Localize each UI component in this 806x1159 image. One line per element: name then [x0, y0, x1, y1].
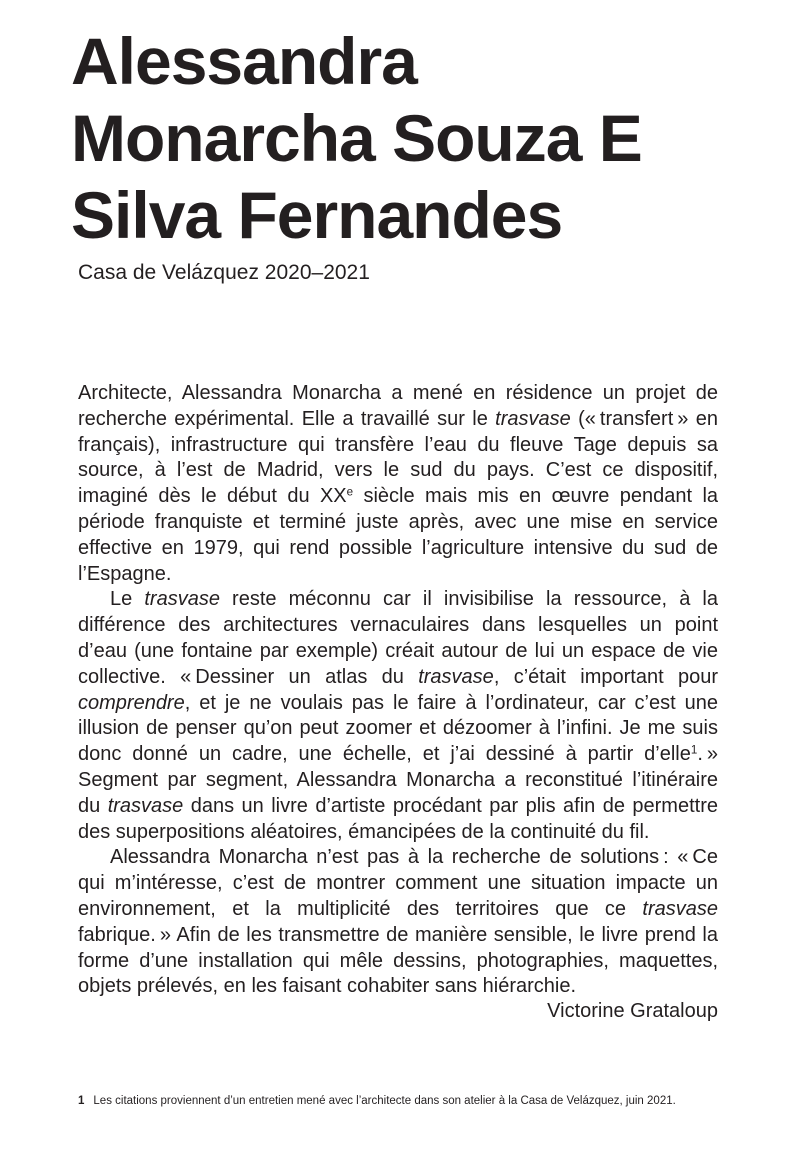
author-byline: Victorine Grataloup [547, 1000, 718, 1022]
footnote-text: Les citations proviennent d’un entretien mené avec l’architecte dans son atelier à la Casa de Velázquez, juin 2021. [93, 1095, 676, 1107]
page-subtitle: Casa de Velázquez 2020–2021 [78, 261, 370, 284]
page-title: Alessandra Monarcha Souza E Silva Fernandes [71, 24, 642, 252]
footnote-marker: 1 [78, 1095, 85, 1107]
paragraph: Architecte, Alessandra Monarcha a mené en résidence un projet de recherche expérimental. Elle a travaillé sur le trasvase (« transfert » en français), infrastructure qui transfère l’eau du fleuve Tage depuis sa source, à l’est de Madrid, vers le sud du pays. C’est ce dispositif, imaginé dès le début du XXe siècle mais mis en œuvre pendant la période franquiste et terminé juste après, avec une mise en service effective en 1979, qui rend possible l’agriculture intensive du sud de l’Espagne. [78, 382, 719, 585]
paragraph: Alessandra Monarcha n’est pas à la recherche de solutions : « Ce qui m’intéresse, c’est de montrer comment une situation impacte un environnement, et la multiplicité des territoires que ce trasvase fabrique. » Afin de les transmettre de manière sensible, le livre prend la forme d’une installation qui mêle dessins, photographies, maquettes, objets prélevés, en les faisant cohabiter sans hiérarchie. [78, 846, 718, 998]
paragraph: Le trasvase reste méconnu car il invisibilise la ressource, à la différence des architectures vernaculaires dans lesquelles un point d’eau (une fontaine par exemple) créait autour de lui un espace de vie collective. « Dessiner un atlas du trasvase, c’était important pour comprendre, et je ne voulais pas le faire à l’ordinateur, car c’est une illusion de penser qu’on peut zoomer et dézoomer à l’infini. Je me suis donc donné un cadre, une échelle, et j’ai dessiné à partir d’elle$^1$. » Segment par segment, Alessandra Monarcha a reconstitué l’itinéraire du trasvase dans un livre d’artiste procédant par plis afin de permettre des superpositions aléatoires, émancipées de la continuité du fil. [78, 588, 718, 843]
article-body [78, 381, 718, 1000]
footnote [78, 1094, 730, 1108]
